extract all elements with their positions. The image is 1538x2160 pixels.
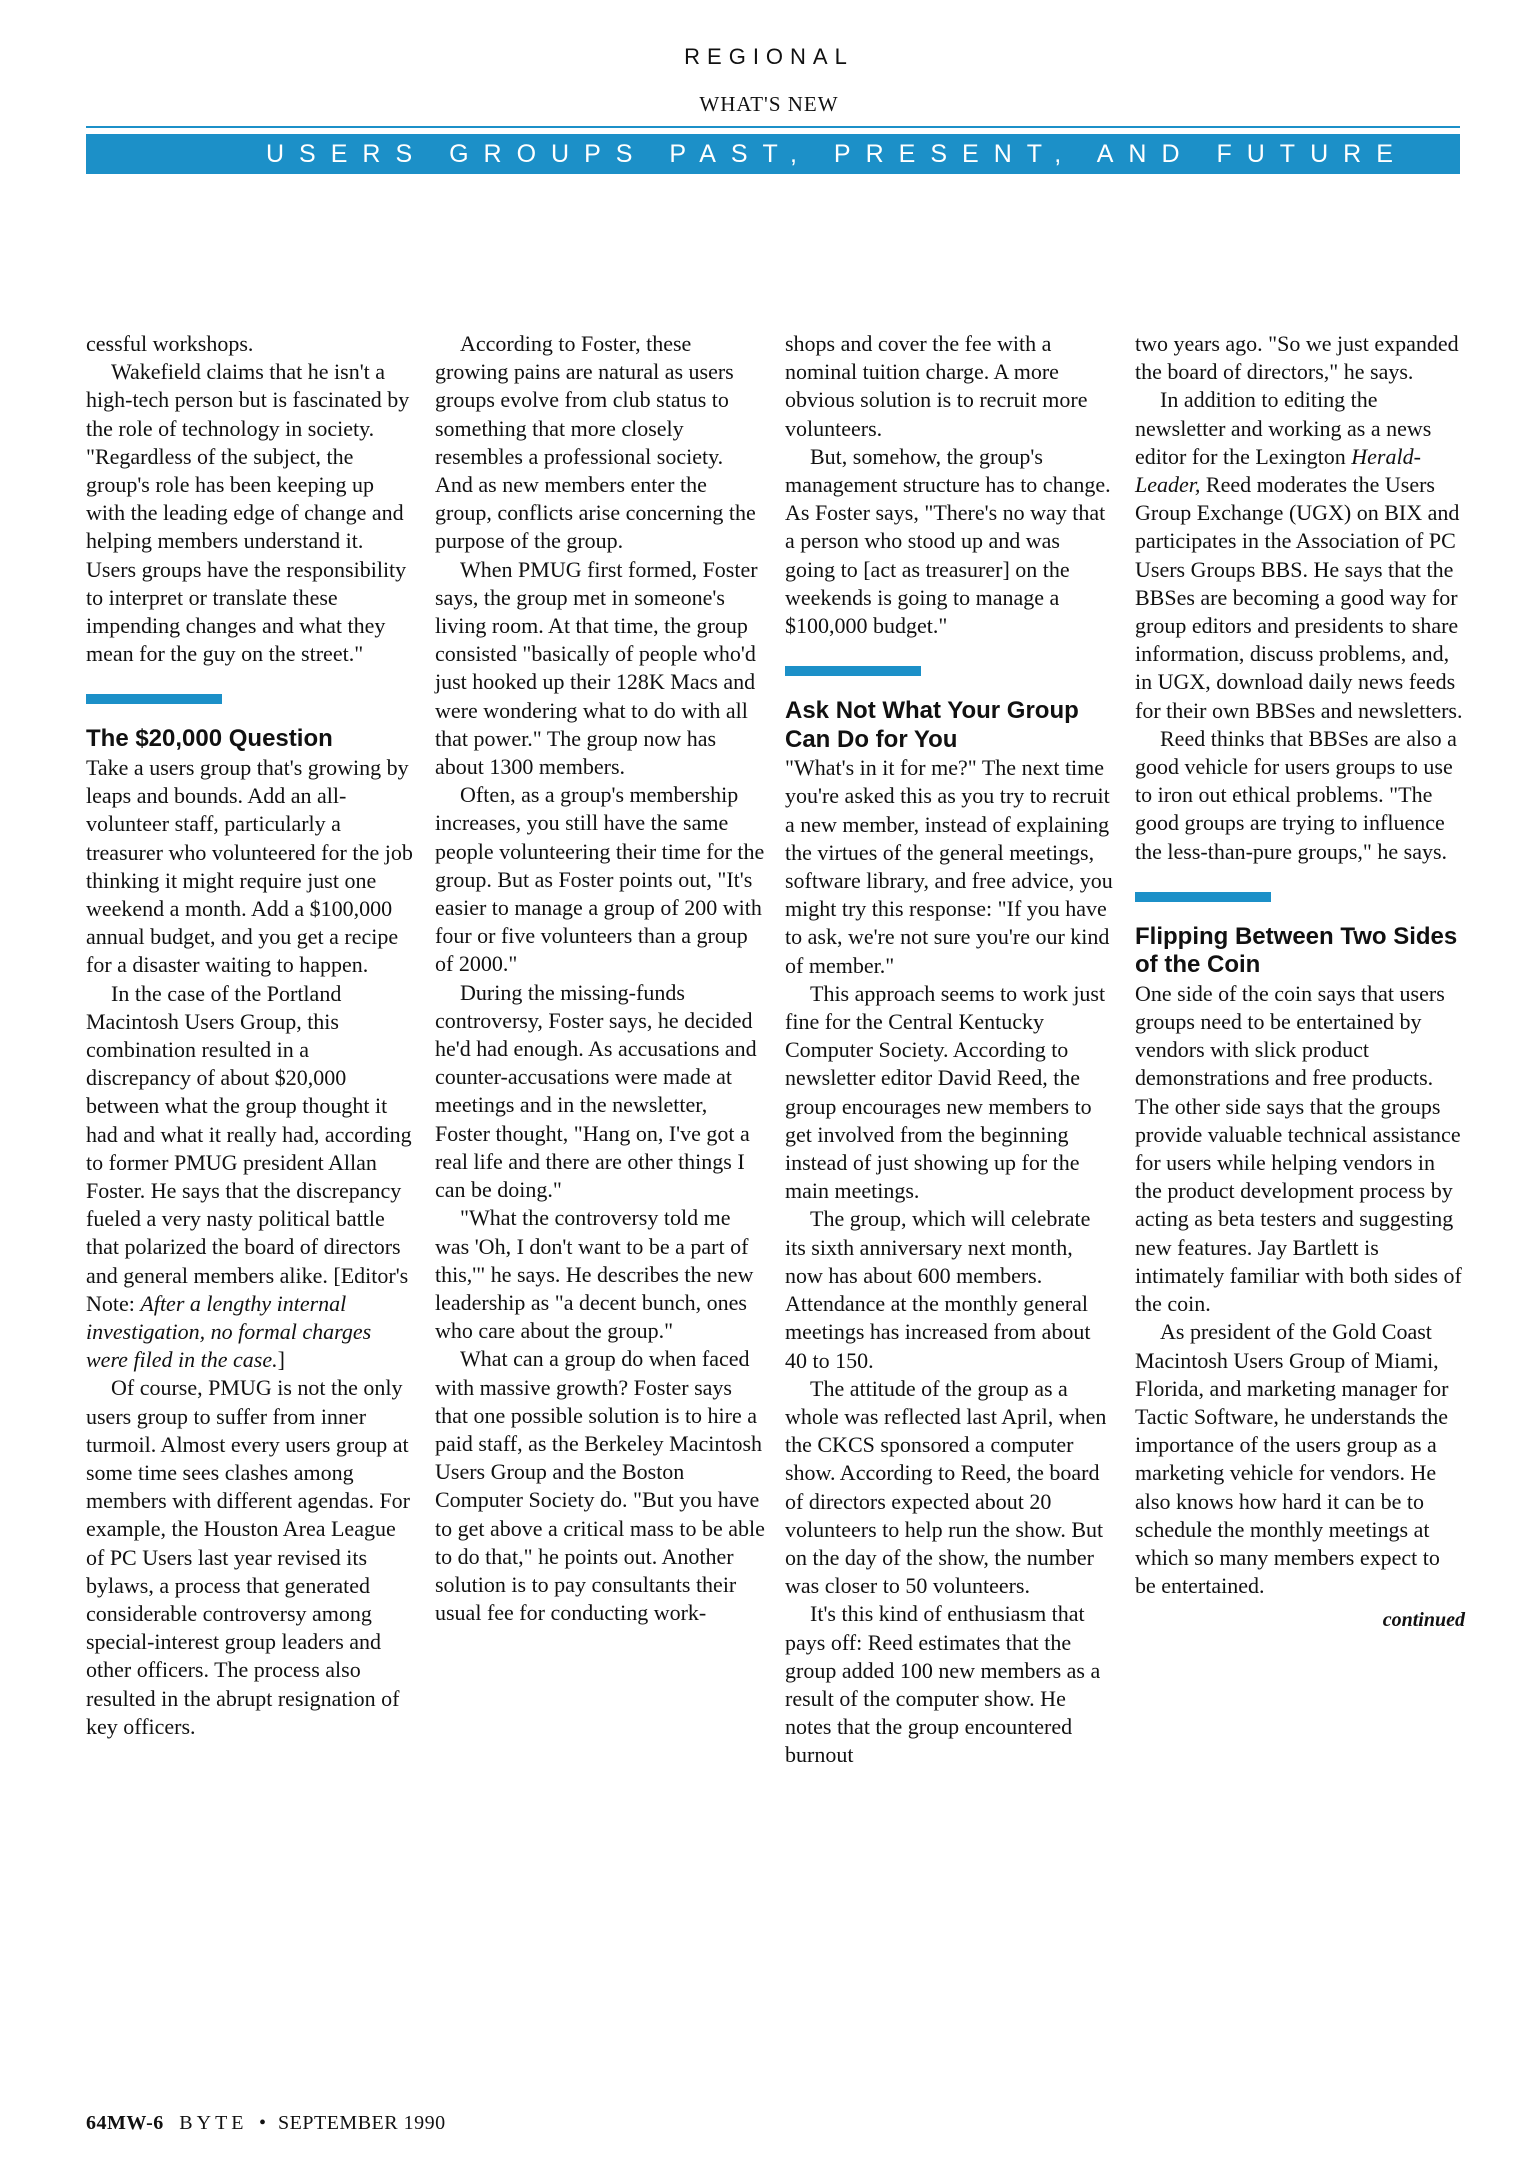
banner-rule — [86, 126, 1460, 128]
paragraph: As president of the Gold Coast Macintosh Users Group of Miami, Florida, and marketing manager for Tactic Software, he understands the importance of the users group as a marketing vehicle for vendors. He also knows how hard it can be to schedule the monthly meetings at which so many members expect to be entertained. — [1135, 1319, 1449, 1599]
paragraph: It's this kind of enthusiasm that pays off: Reed estimates that the group added 100 new members as a result of the computer show. He notes that the group encountered burnout — [785, 1601, 1101, 1768]
paragraph — [1135, 386, 1465, 724]
publication-name: Herald-Leader, — [1135, 443, 1421, 498]
subheading: Ask Not What Your Group Can Do for You — [785, 697, 1079, 753]
paragraph: Reed thinks that BBSes are also a good vehicle for users groups to use to iron out ethical problems. "The good groups are trying to influence the less-than-pure groups," he says. — [1135, 725, 1457, 864]
subheading: Flipping Between Two Sides of the Coin — [1135, 922, 1458, 979]
paragraph: "What's in it for me?" The next time you're asked this as you try to recruit a new member, instead of explaining the virtues of the general meetings, software library, and free advice, you might try this response: "If you have to ask, we're not sure you're our kind of member." — [785, 755, 1113, 978]
paragraph: When PMUG first formed, Foster says, the group met in someone's living room. At that time, the group consisted "basically of people who'd just hooked up their 128K Macs and were wondering what to do with all that power." The group now has about 1300 members. — [435, 556, 758, 780]
section-divider — [86, 694, 222, 704]
page-footer — [86, 2112, 446, 2135]
issue-date: SEPTEMBER 1990 — [278, 2112, 446, 2134]
section-divider — [785, 666, 921, 676]
paragraph: According to Foster, these growing pains are natural as users groups evolve from club status to something that more closely resembles a professional society. And as new members enter the group, conflicts arise concerning the purpose of the group. — [435, 331, 756, 554]
continued-label: continued — [1382, 1609, 1465, 1632]
paragraph: Often, as a group's membership increases, you still have the same people volunteering their time for the group. But as Foster points out, "It's easier to manage a group of 200 with four or five volunteers than a group of 2000." — [435, 782, 765, 977]
paragraph — [86, 980, 416, 1375]
paragraph: Take a users group that's growing by leaps and bounds. Add an all-volunteer staff, particularly a treasurer who volunteered for the job thinking it might require just one weekend a month. Add a $100,000 annual budget, and you get a recipe for a disaster waiting to happen. — [86, 754, 413, 978]
article-column-4 — [1135, 330, 1465, 1635]
page-number: 64MW-6 — [86, 2112, 164, 2134]
subsection-label: WHAT'S NEW — [699, 92, 839, 116]
section-divider — [1135, 892, 1271, 902]
paragraph: Of course, PMUG is not the only users group to suffer from inner turmoil. Almost every users group at some time sees clashes among members with different agendas. For example, the Houston Area League of PC Users last year revised its bylaws, a process that generated considerable controversy among special-interest group leaders and other officers. The process also resulted in the abrupt resignation of key officers. — [86, 1375, 411, 1739]
article-column-1 — [86, 330, 416, 1741]
article-column-3 — [785, 330, 1115, 1770]
section-label: REGIONAL — [684, 44, 854, 69]
footer-bullet: • — [259, 2112, 267, 2134]
paragraph-text: In addition to editing the newsletter and working as a news editor for the Lexington — [1135, 387, 1432, 469]
paragraph: cessful workshops. — [86, 331, 254, 356]
paragraph-text: ] — [277, 1347, 285, 1373]
magazine-name: BYTE — [179, 2112, 248, 2134]
paragraph: shops and cover the fee with a nominal tuition charge. A more obvious solution is to recruit more volunteers. — [785, 331, 1088, 441]
paragraph: Wakefield claims that he isn't a high-tech person but is fascinated by the role of technology in society. "Regardless of the subject, the group's role has been keeping up with the leading edge of change and helping members understand it. Users groups have the responsibility to interpret or translate these impending changes and what they mean for the guy on the street." — [86, 359, 410, 667]
section-banner: USERS GROUPS PAST, PRESENT, AND FUTURE — [86, 134, 1460, 174]
editor-note: After a lengthy internal investigation, no formal charges were filed in the case. — [86, 1290, 372, 1373]
paragraph: But, somehow, the group's management structure has to change. As Foster says, "There's no way that a person who stood up and was going to [act as treasurer] on the weekends is going to manage a $100,000 budget." — [785, 443, 1111, 639]
paragraph: The group, which will celebrate its sixth anniversary next month, now has about 600 members. Attendance at the monthly general meetings has increased from about 40 to 150. — [785, 1206, 1091, 1373]
article-column-2 — [435, 330, 765, 1627]
paragraph: "What the controversy told me was 'Oh, I don't want to be a part of this,'" he says. He describes the new leadership as "a decent bunch, ones who care about the group." — [435, 1205, 754, 1344]
paragraph: The attitude of the group as a whole was reflected last April, when the CKCS sponsored a computer show. According to Reed, the board of directors expected about 20 volunteers to help run the show. But on the day of the show, the number was closer to 50 volunteers. — [785, 1375, 1107, 1599]
paragraph: two years ago. "So we just expanded the board of directors," he says. — [1135, 331, 1459, 385]
paragraph-text: In the case of the Portland Macintosh Users Group, this combination resulted in a discrepancy of about $20,000 between what the group thought it had and what it really had, according to former PMUG president Allan Foster. He says that the discrepancy fueled a very nasty political battle that polarized the board of directors and general members alike. [Editor's Note: — [86, 980, 412, 1316]
paragraph-text: Reed moderates the Users Group Exchange (UGX) on BIX and participates in the Association of PC Users Groups BBS. He says that the BBSes are becoming a good way for group editors and presidents to share information, discuss problems, and, in UGX, download daily news feeds for their own BBSes and newsletters. — [1135, 472, 1463, 723]
paragraph: What can a group do when faced with massive growth? Foster says that one possible solution is to hire a paid staff, as the Berkeley Macintosh Users Group and the Boston Computer Society do. "But you have to get above a critical mass to be able to do that," he points out. Another solution is to pay consultants their usual fee for conducting work- — [435, 1346, 765, 1626]
paragraph: This approach seems to work just fine for the Central Kentucky Computer Society. According to newsletter editor David Reed, the group encourages new members to get involved from the beginning instead of just showing up for the main meetings. — [785, 980, 1106, 1204]
paragraph: One side of the coin says that users groups need to be entertained by vendors with slick product demonstrations and free products. The other side says that the groups provide valuable technical assistance for users while helping vendors in the product development process by acting as beta testers and suggesting new features. Jay Bartlett is intimately familiar with both sides of the coin. — [1135, 980, 1462, 1317]
subheading: The $20,000 Question — [86, 725, 333, 753]
paragraph: During the missing-funds controversy, Foster says, he decided he'd had enough. As accusations and counter-accusations were made at meetings and in the newsletter, Foster thought, "Hang on, I've got a real life and there are other things I can be doing." — [435, 979, 757, 1203]
